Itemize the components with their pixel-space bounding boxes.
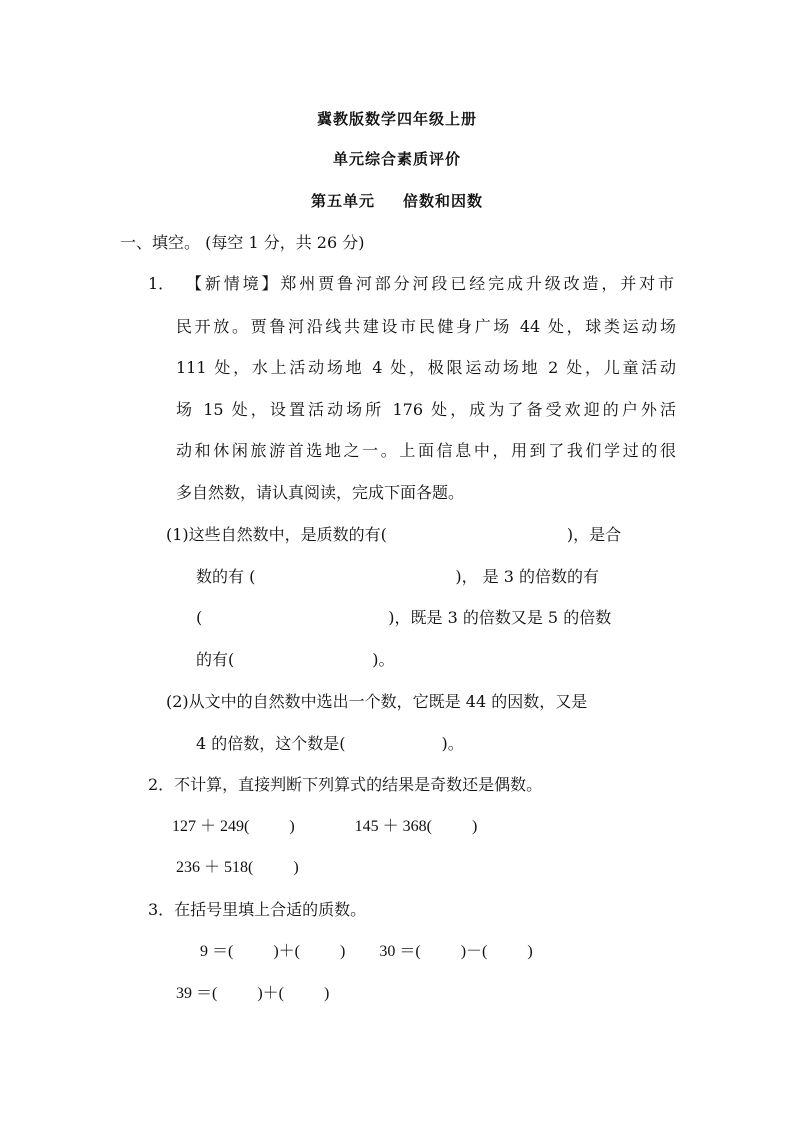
q1-sub2-line-2	[196, 733, 464, 755]
q1-sub1-text-f: )，既是 3 的倍数又是 5 的倍数	[388, 608, 612, 627]
q1-text-1: 郑州贾鲁河部分河段已经完成升级改造，并对市	[280, 274, 674, 293]
q2-expr-1: 127 ＋ 249(	[172, 818, 250, 835]
unit-topic: 倍数和因数	[403, 192, 484, 210]
q1-line-5: 动和休闲旅游首选地之一。上面信息中，用到了我们学过的很	[176, 441, 676, 460]
section-label: 一、填空。	[120, 233, 201, 252]
q1-sub1-text-c: 数的有 (	[196, 567, 256, 586]
q2-row-1	[172, 816, 477, 838]
q1-sub1-line-2	[196, 566, 599, 588]
q1-sub1-text-a: 这些自然数中，是质数的有(	[188, 525, 387, 544]
q1-sub2-text-a: 从文中的自然数中选出一个数，它既是 44 的因数，又是	[188, 692, 588, 711]
q2-row-2	[176, 857, 299, 879]
q1-line-4: 场 15 处，设置活动场所 176 处，成为了备受欢迎的户外活	[176, 400, 676, 419]
unit-number: 第五单元	[310, 192, 375, 210]
q3-eq-1: 9 ＝(	[200, 943, 234, 960]
q1-line-2: 民开放。贾鲁河沿线共建设市民健身广场 44 处，球类运动场	[176, 317, 676, 336]
q1-line-6: 多自然数，请认真阅读，完成下面各题。	[176, 483, 465, 502]
q1-sub1-text-e: (	[196, 608, 203, 627]
q1-tag: 【新情境】	[186, 274, 281, 293]
q3-eq-2-mid: )－(	[460, 943, 488, 960]
q3-eq-2-end: )	[527, 943, 533, 960]
q1-sub1-text-b: )，是合	[566, 525, 622, 544]
q3-row-1	[200, 941, 533, 963]
q3-eq-3-end: )	[324, 985, 330, 1002]
q1-sub1-label: (1)	[166, 525, 189, 544]
assessment-title: 单元综合素质评价	[332, 150, 461, 168]
q3-eq-3-mid: )＋(	[257, 985, 285, 1002]
q1-sub1-line-4	[196, 649, 395, 671]
q3-row-2	[176, 983, 329, 1005]
q1-sub1-line-3	[196, 607, 611, 629]
q3-prompt: 3．在括号里填上合适的质数。	[148, 900, 367, 919]
q1-sub2-line-1	[166, 691, 676, 713]
section-score-note: (每空 1 分，共 26 分)	[205, 233, 365, 252]
q2-expr-2-end: )	[472, 818, 478, 835]
q1-line-3: 111 处，水上活动场地 4 处，极限运动场地 2 处，儿童活动	[176, 358, 676, 377]
q2-prompt: 2．不计算，直接判断下列算式的结果是奇数还是偶数。	[148, 775, 543, 794]
unit-title	[0, 190, 794, 211]
q1-sub2-text-b: 4 的倍数，这个数是(	[196, 734, 346, 753]
q3-eq-1-end: )	[340, 943, 346, 960]
q1-sub2-label: (2)	[166, 692, 189, 711]
q1-sub2-text-c: )。	[441, 734, 464, 753]
q1-number: 1．	[148, 274, 175, 293]
q2-expr-3-end: )	[293, 859, 299, 876]
q1-line-1	[186, 273, 674, 295]
q1-sub1-text-h: )。	[372, 650, 395, 669]
q1-sub1-text-d: )， 是 3 的倍数的有	[455, 567, 600, 586]
q2-expr-3: 236 ＋ 518(	[176, 859, 254, 876]
q1-sub1-text-g: 的有(	[196, 650, 235, 669]
section-heading	[120, 232, 364, 254]
q2-expr-1-end: )	[289, 818, 295, 835]
q2-expr-2: 145 ＋ 368(	[354, 818, 433, 835]
q1-sub1-line-1	[166, 524, 676, 546]
q3-eq-2: 30 ＝(	[379, 943, 421, 960]
q3-eq-1-mid: )＋(	[273, 943, 301, 960]
q3-eq-3: 39 ＝(	[176, 985, 218, 1002]
book-title: 冀教版数学四年级上册	[316, 110, 477, 128]
